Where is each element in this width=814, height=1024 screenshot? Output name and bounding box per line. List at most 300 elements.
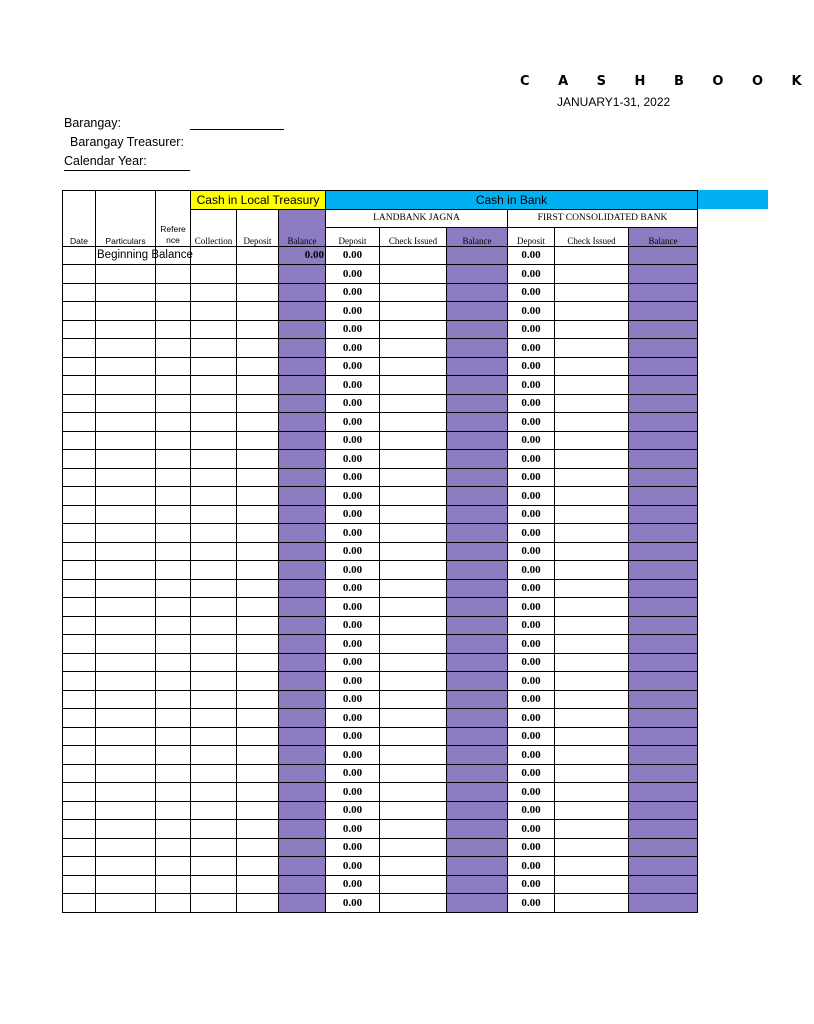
reference-cell[interactable]: [156, 561, 191, 580]
bank2-check-issued-cell[interactable]: [555, 265, 629, 284]
particulars-cell[interactable]: [96, 505, 156, 524]
bank1-deposit-cell[interactable]: 0.00: [326, 246, 380, 265]
bank1-check-issued-cell[interactable]: [380, 746, 447, 765]
collection-cell[interactable]: [191, 357, 237, 376]
particulars-cell[interactable]: [96, 431, 156, 450]
particulars-cell[interactable]: [96, 542, 156, 561]
bank1-deposit-cell[interactable]: 0.00: [326, 431, 380, 450]
particulars-cell[interactable]: [96, 579, 156, 598]
date-cell[interactable]: [63, 801, 96, 820]
bank1-deposit-cell[interactable]: 0.00: [326, 579, 380, 598]
bank2-check-issued-cell[interactable]: [555, 542, 629, 561]
bank2-deposit-cell[interactable]: 0.00: [508, 468, 555, 487]
date-cell[interactable]: [63, 838, 96, 857]
bank2-deposit-cell[interactable]: 0.00: [508, 357, 555, 376]
bank1-check-issued-cell[interactable]: [380, 894, 447, 913]
bank1-deposit-cell[interactable]: 0.00: [326, 709, 380, 728]
bank1-check-issued-cell[interactable]: [380, 487, 447, 506]
bank1-deposit-cell[interactable]: 0.00: [326, 357, 380, 376]
bank1-deposit-cell[interactable]: 0.00: [326, 801, 380, 820]
bank1-deposit-cell[interactable]: 0.00: [326, 302, 380, 321]
particulars-cell[interactable]: [96, 820, 156, 839]
local-deposit-cell[interactable]: [237, 672, 279, 691]
bank1-deposit-cell[interactable]: 0.00: [326, 746, 380, 765]
bank1-deposit-cell[interactable]: 0.00: [326, 561, 380, 580]
local-deposit-cell[interactable]: [237, 838, 279, 857]
local-deposit-cell[interactable]: [237, 265, 279, 284]
particulars-cell[interactable]: [96, 857, 156, 876]
bank1-deposit-cell[interactable]: 0.00: [326, 320, 380, 339]
collection-cell[interactable]: [191, 635, 237, 654]
bank1-deposit-cell[interactable]: 0.00: [326, 339, 380, 358]
particulars-cell[interactable]: [96, 524, 156, 543]
date-cell[interactable]: [63, 524, 96, 543]
particulars-cell[interactable]: [96, 801, 156, 820]
bank1-check-issued-cell[interactable]: [380, 857, 447, 876]
date-cell[interactable]: [63, 598, 96, 617]
bank1-deposit-cell[interactable]: 0.00: [326, 894, 380, 913]
bank2-check-issued-cell[interactable]: [555, 450, 629, 469]
date-cell[interactable]: [63, 690, 96, 709]
bank2-check-issued-cell[interactable]: [555, 376, 629, 395]
local-deposit-cell[interactable]: [237, 505, 279, 524]
reference-cell[interactable]: [156, 672, 191, 691]
collection-cell[interactable]: [191, 542, 237, 561]
particulars-cell[interactable]: [96, 487, 156, 506]
date-cell[interactable]: [63, 561, 96, 580]
bank2-check-issued-cell[interactable]: [555, 468, 629, 487]
calendar-year-field[interactable]: [64, 170, 190, 171]
local-deposit-cell[interactable]: [237, 579, 279, 598]
bank1-deposit-cell[interactable]: 0.00: [326, 764, 380, 783]
local-deposit-cell[interactable]: [237, 727, 279, 746]
reference-cell[interactable]: [156, 894, 191, 913]
bank2-deposit-cell[interactable]: 0.00: [508, 283, 555, 302]
date-cell[interactable]: [63, 283, 96, 302]
local-deposit-cell[interactable]: [237, 894, 279, 913]
bank2-deposit-cell[interactable]: 0.00: [508, 524, 555, 543]
local-deposit-cell[interactable]: [237, 746, 279, 765]
reference-cell[interactable]: [156, 709, 191, 728]
bank1-deposit-cell[interactable]: 0.00: [326, 505, 380, 524]
date-cell[interactable]: [63, 505, 96, 524]
reference-cell[interactable]: [156, 450, 191, 469]
bank1-check-issued-cell[interactable]: [380, 339, 447, 358]
local-deposit-cell[interactable]: [237, 431, 279, 450]
collection-cell[interactable]: [191, 487, 237, 506]
bank2-deposit-cell[interactable]: 0.00: [508, 801, 555, 820]
particulars-cell[interactable]: [96, 838, 156, 857]
bank1-deposit-cell[interactable]: 0.00: [326, 487, 380, 506]
bank2-check-issued-cell[interactable]: [555, 394, 629, 413]
reference-cell[interactable]: [156, 357, 191, 376]
bank2-deposit-cell[interactable]: 0.00: [508, 727, 555, 746]
date-cell[interactable]: [63, 746, 96, 765]
bank2-check-issued-cell[interactable]: [555, 801, 629, 820]
local-deposit-cell[interactable]: [237, 246, 279, 265]
collection-cell[interactable]: [191, 653, 237, 672]
particulars-cell[interactable]: [96, 283, 156, 302]
local-deposit-cell[interactable]: [237, 820, 279, 839]
bank2-check-issued-cell[interactable]: [555, 561, 629, 580]
reference-cell[interactable]: [156, 653, 191, 672]
particulars-cell[interactable]: [96, 653, 156, 672]
bank2-check-issued-cell[interactable]: [555, 672, 629, 691]
bank1-check-issued-cell[interactable]: [380, 764, 447, 783]
collection-cell[interactable]: [191, 246, 237, 265]
bank2-check-issued-cell[interactable]: [555, 598, 629, 617]
bank2-deposit-cell[interactable]: 0.00: [508, 265, 555, 284]
bank1-check-issued-cell[interactable]: [380, 468, 447, 487]
reference-cell[interactable]: [156, 487, 191, 506]
date-cell[interactable]: [63, 450, 96, 469]
bank1-check-issued-cell[interactable]: [380, 450, 447, 469]
reference-cell[interactable]: [156, 598, 191, 617]
bank2-deposit-cell[interactable]: 0.00: [508, 875, 555, 894]
date-cell[interactable]: [63, 764, 96, 783]
reference-cell[interactable]: [156, 265, 191, 284]
particulars-cell[interactable]: [96, 339, 156, 358]
bank1-deposit-cell[interactable]: 0.00: [326, 838, 380, 857]
bank1-deposit-cell[interactable]: 0.00: [326, 783, 380, 802]
bank1-check-issued-cell[interactable]: [380, 302, 447, 321]
bank2-check-issued-cell[interactable]: [555, 653, 629, 672]
bank1-check-issued-cell[interactable]: [380, 413, 447, 432]
bank2-check-issued-cell[interactable]: [555, 746, 629, 765]
collection-cell[interactable]: [191, 783, 237, 802]
bank1-check-issued-cell[interactable]: [380, 875, 447, 894]
collection-cell[interactable]: [191, 690, 237, 709]
bank1-check-issued-cell[interactable]: [380, 598, 447, 617]
reference-cell[interactable]: [156, 283, 191, 302]
particulars-cell[interactable]: [96, 635, 156, 654]
bank1-check-issued-cell[interactable]: [380, 709, 447, 728]
bank1-deposit-cell[interactable]: 0.00: [326, 616, 380, 635]
particulars-cell[interactable]: [96, 413, 156, 432]
bank2-check-issued-cell[interactable]: [555, 302, 629, 321]
bank2-check-issued-cell[interactable]: [555, 894, 629, 913]
bank2-deposit-cell[interactable]: 0.00: [508, 653, 555, 672]
bank2-check-issued-cell[interactable]: [555, 579, 629, 598]
local-deposit-cell[interactable]: [237, 413, 279, 432]
bank1-deposit-cell[interactable]: 0.00: [326, 875, 380, 894]
local-deposit-cell[interactable]: [237, 653, 279, 672]
date-cell[interactable]: [63, 616, 96, 635]
date-cell[interactable]: [63, 246, 96, 265]
particulars-cell[interactable]: [96, 894, 156, 913]
bank2-deposit-cell[interactable]: 0.00: [508, 838, 555, 857]
particulars-cell[interactable]: [96, 320, 156, 339]
date-cell[interactable]: [63, 783, 96, 802]
bank1-check-issued-cell[interactable]: [380, 672, 447, 691]
particulars-cell[interactable]: [96, 468, 156, 487]
bank2-deposit-cell[interactable]: 0.00: [508, 690, 555, 709]
collection-cell[interactable]: [191, 672, 237, 691]
bank2-check-issued-cell[interactable]: [555, 764, 629, 783]
date-cell[interactable]: [63, 542, 96, 561]
collection-cell[interactable]: [191, 468, 237, 487]
date-cell[interactable]: [63, 820, 96, 839]
collection-cell[interactable]: [191, 709, 237, 728]
local-deposit-cell[interactable]: [237, 709, 279, 728]
bank2-check-issued-cell[interactable]: [555, 709, 629, 728]
bank2-deposit-cell[interactable]: 0.00: [508, 857, 555, 876]
reference-cell[interactable]: [156, 505, 191, 524]
collection-cell[interactable]: [191, 764, 237, 783]
date-cell[interactable]: [63, 727, 96, 746]
bank2-deposit-cell[interactable]: 0.00: [508, 302, 555, 321]
bank2-check-issued-cell[interactable]: [555, 875, 629, 894]
bank1-check-issued-cell[interactable]: [380, 801, 447, 820]
bank2-deposit-cell[interactable]: 0.00: [508, 783, 555, 802]
bank2-deposit-cell[interactable]: 0.00: [508, 561, 555, 580]
bank1-deposit-cell[interactable]: 0.00: [326, 394, 380, 413]
reference-cell[interactable]: [156, 431, 191, 450]
bank2-check-issued-cell[interactable]: [555, 357, 629, 376]
date-cell[interactable]: [63, 339, 96, 358]
bank1-deposit-cell[interactable]: 0.00: [326, 672, 380, 691]
particulars-cell[interactable]: [96, 616, 156, 635]
local-deposit-cell[interactable]: [237, 320, 279, 339]
collection-cell[interactable]: [191, 524, 237, 543]
particulars-cell[interactable]: [96, 302, 156, 321]
bank1-check-issued-cell[interactable]: [380, 579, 447, 598]
bank1-check-issued-cell[interactable]: [380, 265, 447, 284]
bank1-deposit-cell[interactable]: 0.00: [326, 376, 380, 395]
bank2-deposit-cell[interactable]: 0.00: [508, 820, 555, 839]
bank2-deposit-cell[interactable]: 0.00: [508, 598, 555, 617]
local-deposit-cell[interactable]: [237, 857, 279, 876]
local-deposit-cell[interactable]: [237, 801, 279, 820]
particulars-cell[interactable]: [96, 746, 156, 765]
date-cell[interactable]: [63, 320, 96, 339]
bank2-deposit-cell[interactable]: 0.00: [508, 894, 555, 913]
bank2-deposit-cell[interactable]: 0.00: [508, 709, 555, 728]
reference-cell[interactable]: [156, 468, 191, 487]
particulars-cell[interactable]: [96, 357, 156, 376]
bank2-check-issued-cell[interactable]: [555, 857, 629, 876]
bank1-check-issued-cell[interactable]: [380, 357, 447, 376]
date-cell[interactable]: [63, 875, 96, 894]
reference-cell[interactable]: [156, 801, 191, 820]
bank2-check-issued-cell[interactable]: [555, 690, 629, 709]
date-cell[interactable]: [63, 302, 96, 321]
reference-cell[interactable]: [156, 746, 191, 765]
reference-cell[interactable]: [156, 542, 191, 561]
local-deposit-cell[interactable]: [237, 376, 279, 395]
reference-cell[interactable]: [156, 690, 191, 709]
local-deposit-cell[interactable]: [237, 764, 279, 783]
date-cell[interactable]: [63, 394, 96, 413]
bank1-check-issued-cell[interactable]: [380, 505, 447, 524]
bank2-check-issued-cell[interactable]: [555, 413, 629, 432]
bank2-deposit-cell[interactable]: 0.00: [508, 579, 555, 598]
bank1-deposit-cell[interactable]: 0.00: [326, 857, 380, 876]
bank2-check-issued-cell[interactable]: [555, 635, 629, 654]
collection-cell[interactable]: [191, 413, 237, 432]
bank2-deposit-cell[interactable]: 0.00: [508, 616, 555, 635]
bank1-deposit-cell[interactable]: 0.00: [326, 450, 380, 469]
bank2-check-issued-cell[interactable]: [555, 838, 629, 857]
reference-cell[interactable]: [156, 320, 191, 339]
bank1-deposit-cell[interactable]: 0.00: [326, 283, 380, 302]
collection-cell[interactable]: [191, 894, 237, 913]
local-deposit-cell[interactable]: [237, 598, 279, 617]
bank2-deposit-cell[interactable]: 0.00: [508, 246, 555, 265]
particulars-cell[interactable]: [96, 764, 156, 783]
local-deposit-cell[interactable]: [237, 561, 279, 580]
bank2-check-issued-cell[interactable]: [555, 320, 629, 339]
bank2-deposit-cell[interactable]: 0.00: [508, 450, 555, 469]
local-deposit-cell[interactable]: [237, 542, 279, 561]
local-deposit-cell[interactable]: [237, 394, 279, 413]
reference-cell[interactable]: [156, 394, 191, 413]
bank2-deposit-cell[interactable]: 0.00: [508, 339, 555, 358]
bank1-deposit-cell[interactable]: 0.00: [326, 468, 380, 487]
bank2-deposit-cell[interactable]: 0.00: [508, 413, 555, 432]
particulars-cell[interactable]: [96, 246, 193, 265]
particulars-cell[interactable]: [96, 376, 156, 395]
local-deposit-cell[interactable]: [237, 783, 279, 802]
particulars-cell[interactable]: [96, 783, 156, 802]
collection-cell[interactable]: [191, 838, 237, 857]
date-cell[interactable]: [63, 635, 96, 654]
bank1-check-issued-cell[interactable]: [380, 690, 447, 709]
reference-cell[interactable]: [156, 635, 191, 654]
bank1-deposit-cell[interactable]: 0.00: [326, 727, 380, 746]
particulars-cell[interactable]: [96, 672, 156, 691]
bank1-deposit-cell[interactable]: 0.00: [326, 653, 380, 672]
bank2-check-issued-cell[interactable]: [555, 431, 629, 450]
bank2-check-issued-cell[interactable]: [555, 524, 629, 543]
collection-cell[interactable]: [191, 561, 237, 580]
bank1-check-issued-cell[interactable]: [380, 838, 447, 857]
collection-cell[interactable]: [191, 283, 237, 302]
bank1-check-issued-cell[interactable]: [380, 616, 447, 635]
local-deposit-cell[interactable]: [237, 357, 279, 376]
collection-cell[interactable]: [191, 265, 237, 284]
bank2-deposit-cell[interactable]: 0.00: [508, 376, 555, 395]
particulars-cell[interactable]: [96, 709, 156, 728]
bank1-check-issued-cell[interactable]: [380, 524, 447, 543]
bank2-check-issued-cell[interactable]: [555, 339, 629, 358]
collection-cell[interactable]: [191, 579, 237, 598]
collection-cell[interactable]: [191, 801, 237, 820]
bank2-deposit-cell[interactable]: 0.00: [508, 635, 555, 654]
bank2-deposit-cell[interactable]: 0.00: [508, 764, 555, 783]
reference-cell[interactable]: [156, 857, 191, 876]
date-cell[interactable]: [63, 487, 96, 506]
local-deposit-cell[interactable]: [237, 487, 279, 506]
collection-cell[interactable]: [191, 376, 237, 395]
bank1-check-issued-cell[interactable]: [380, 431, 447, 450]
bank2-check-issued-cell[interactable]: [555, 820, 629, 839]
particulars-cell[interactable]: [96, 394, 156, 413]
bank2-deposit-cell[interactable]: 0.00: [508, 672, 555, 691]
bank1-check-issued-cell[interactable]: [380, 653, 447, 672]
reference-cell[interactable]: [156, 727, 191, 746]
local-deposit-cell[interactable]: [237, 524, 279, 543]
date-cell[interactable]: [63, 413, 96, 432]
bank1-check-issued-cell[interactable]: [380, 394, 447, 413]
bank1-check-issued-cell[interactable]: [380, 246, 447, 265]
bank1-check-issued-cell[interactable]: [380, 376, 447, 395]
bank2-deposit-cell[interactable]: 0.00: [508, 746, 555, 765]
date-cell[interactable]: [63, 709, 96, 728]
date-cell[interactable]: [63, 653, 96, 672]
collection-cell[interactable]: [191, 875, 237, 894]
reference-cell[interactable]: [156, 764, 191, 783]
reference-cell[interactable]: [156, 838, 191, 857]
bank1-deposit-cell[interactable]: 0.00: [326, 690, 380, 709]
collection-cell[interactable]: [191, 431, 237, 450]
date-cell[interactable]: [63, 579, 96, 598]
reference-cell[interactable]: [156, 376, 191, 395]
bank1-check-issued-cell[interactable]: [380, 783, 447, 802]
bank2-deposit-cell[interactable]: 0.00: [508, 320, 555, 339]
bank2-deposit-cell[interactable]: 0.00: [508, 394, 555, 413]
reference-cell[interactable]: [156, 413, 191, 432]
reference-cell[interactable]: [156, 875, 191, 894]
particulars-cell[interactable]: [96, 727, 156, 746]
local-deposit-cell[interactable]: [237, 690, 279, 709]
particulars-cell[interactable]: [96, 265, 156, 284]
local-deposit-cell[interactable]: [237, 468, 279, 487]
bank1-deposit-cell[interactable]: 0.00: [326, 542, 380, 561]
bank2-deposit-cell[interactable]: 0.00: [508, 487, 555, 506]
local-deposit-cell[interactable]: [237, 302, 279, 321]
bank2-check-issued-cell[interactable]: [555, 283, 629, 302]
date-cell[interactable]: [63, 468, 96, 487]
date-cell[interactable]: [63, 357, 96, 376]
particulars-cell[interactable]: [96, 598, 156, 617]
bank2-deposit-cell[interactable]: 0.00: [508, 542, 555, 561]
collection-cell[interactable]: [191, 598, 237, 617]
barangay-field[interactable]: [190, 129, 284, 130]
bank2-check-issued-cell[interactable]: [555, 783, 629, 802]
reference-cell[interactable]: [156, 820, 191, 839]
particulars-cell[interactable]: [96, 450, 156, 469]
reference-cell[interactable]: [156, 524, 191, 543]
bank2-check-issued-cell[interactable]: [555, 727, 629, 746]
local-deposit-cell[interactable]: [237, 283, 279, 302]
bank1-deposit-cell[interactable]: 0.00: [326, 635, 380, 654]
date-cell[interactable]: [63, 376, 96, 395]
bank2-check-issued-cell[interactable]: [555, 246, 629, 265]
collection-cell[interactable]: [191, 616, 237, 635]
local-deposit-cell[interactable]: [237, 450, 279, 469]
reference-cell[interactable]: [156, 616, 191, 635]
reference-cell[interactable]: [156, 783, 191, 802]
collection-cell[interactable]: [191, 450, 237, 469]
collection-cell[interactable]: [191, 857, 237, 876]
collection-cell[interactable]: [191, 320, 237, 339]
date-cell[interactable]: [63, 431, 96, 450]
bank2-deposit-cell[interactable]: 0.00: [508, 431, 555, 450]
bank1-check-issued-cell[interactable]: [380, 820, 447, 839]
date-cell[interactable]: [63, 672, 96, 691]
particulars-cell[interactable]: [96, 875, 156, 894]
bank1-check-issued-cell[interactable]: [380, 727, 447, 746]
bank1-deposit-cell[interactable]: 0.00: [326, 524, 380, 543]
collection-cell[interactable]: [191, 302, 237, 321]
bank2-deposit-cell[interactable]: 0.00: [508, 505, 555, 524]
reference-cell[interactable]: [156, 302, 191, 321]
collection-cell[interactable]: [191, 746, 237, 765]
collection-cell[interactable]: [191, 820, 237, 839]
local-deposit-cell[interactable]: [237, 875, 279, 894]
bank1-check-issued-cell[interactable]: [380, 635, 447, 654]
